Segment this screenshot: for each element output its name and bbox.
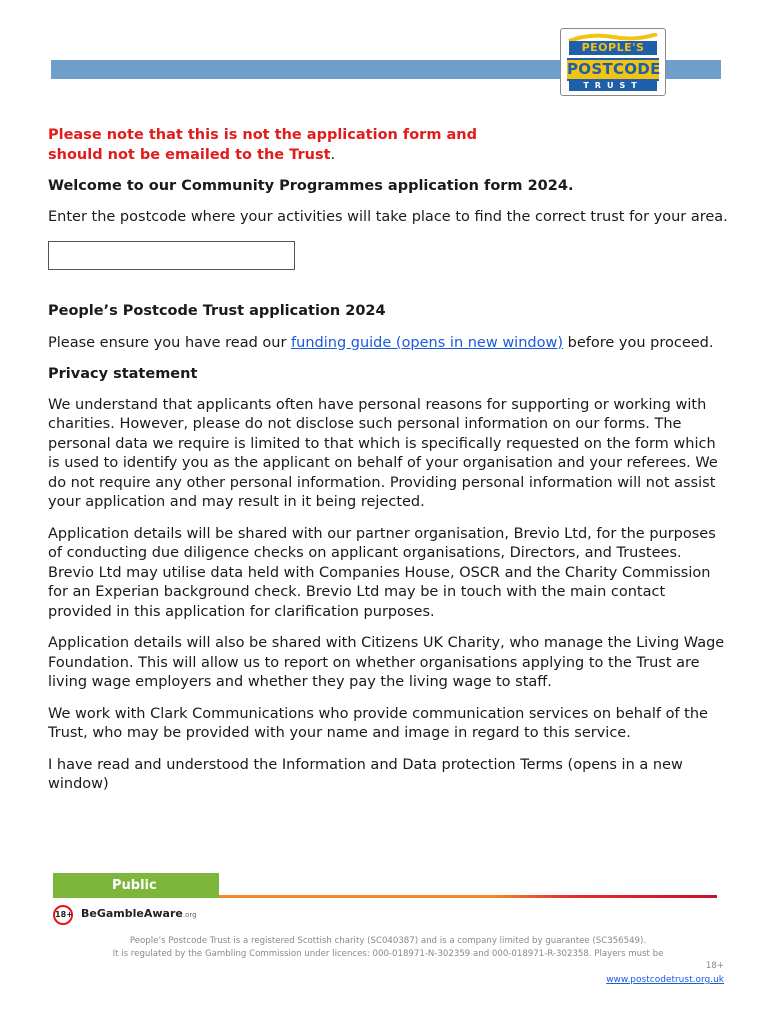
age-18-badge-icon: 18+ xyxy=(53,905,73,925)
notice-line-2: should not be emailed to the Trust xyxy=(48,146,331,163)
privacy-paragraph-3: Application details will also be shared with Citizens UK Charity, who manage the Living Wage Foundation. This will allow us to report on whether organisations applying to the Trust are living wage employers and whether they pay the living wage to staff. xyxy=(48,635,725,690)
privacy-paragraph-1: We understand that applicants often have personal reasons for supporting or working with charities. However, please do not disclose such personal information on our forms. The personal data we require is limited to that which is specifically requested on the form which is used to identify you as the applicant on behalf of your organisation and your referees. We do not require any other personal information. Providing personal information will not assist your application and may result in it being rejected. xyxy=(48,396,718,510)
funding-text-after: before you proceed. xyxy=(563,334,714,351)
privacy-paragraph-2: Application details will be shared with our partner organisation, Brevio Ltd, for the purposes of conducting due diligence checks on applicant organisations, Directors, and Trustees. Brevio Ltd may utilise data held with Companies House, OSCR and the Charity Commission for an Experian background check. Brevio Ltd may be in touch with the main contact provided in this application for clarification purposes. xyxy=(48,525,716,620)
funding-paragraph xyxy=(48,334,728,354)
peoples-postcode-trust-logo xyxy=(560,28,666,96)
postcode-field-wrapper xyxy=(48,241,728,270)
postcode-input[interactable] xyxy=(48,241,295,270)
notice xyxy=(48,126,728,165)
postcode-instruction: Enter the postcode where your activities will take place to find the correct trust for your area. xyxy=(48,208,728,225)
footer-website-link[interactable]: www.postcodetrust.org.uk xyxy=(606,975,724,985)
document-body xyxy=(48,126,728,795)
data-protection-terms: I have read and understood the Information and Data protection Terms (opens in a new window) xyxy=(48,756,683,792)
footer-legal xyxy=(52,935,724,973)
funding-text-before: Please ensure you have read our xyxy=(48,334,292,351)
logo-line-3: TRUST xyxy=(569,81,657,91)
logo-line-2: POSTCODE xyxy=(567,58,659,81)
begambleaware-name: BeGambleAware xyxy=(81,907,183,920)
privacy-heading: Privacy statement xyxy=(48,366,198,382)
notice-period: . xyxy=(330,146,336,163)
notice-line-1: Please note that this is not the application form and xyxy=(48,127,477,143)
welcome-heading: Welcome to our Community Programmes application form 2024. xyxy=(48,178,574,194)
logo-line-1: PEOPLE'S xyxy=(569,41,657,55)
footer-divider xyxy=(219,895,717,898)
begambleaware-text xyxy=(81,907,197,920)
begambleaware-suffix: .org xyxy=(182,911,197,919)
footer-legal-line-3: 18+ xyxy=(705,961,724,971)
footer-legal-line-1: People’s Postcode Trust is a registered Scottish charity (SC040387) and is a company limited by guarantee (SC356549). xyxy=(129,936,647,946)
classification-label: Public xyxy=(53,873,219,898)
privacy-paragraph-4: We work with Clark Communications who provide communication services on behalf of the Trust, who may be provided with your name and image in regard to this service. xyxy=(48,705,708,741)
funding-guide-link[interactable]: funding guide (opens in new window) xyxy=(291,334,563,351)
footer-legal-line-2: It is regulated by the Gambling Commission under licences: 000-018971-N-302359 and 000-018971-R-302358. Players must be xyxy=(112,948,664,959)
application-heading: People’s Postcode Trust application 2024 xyxy=(48,303,386,319)
